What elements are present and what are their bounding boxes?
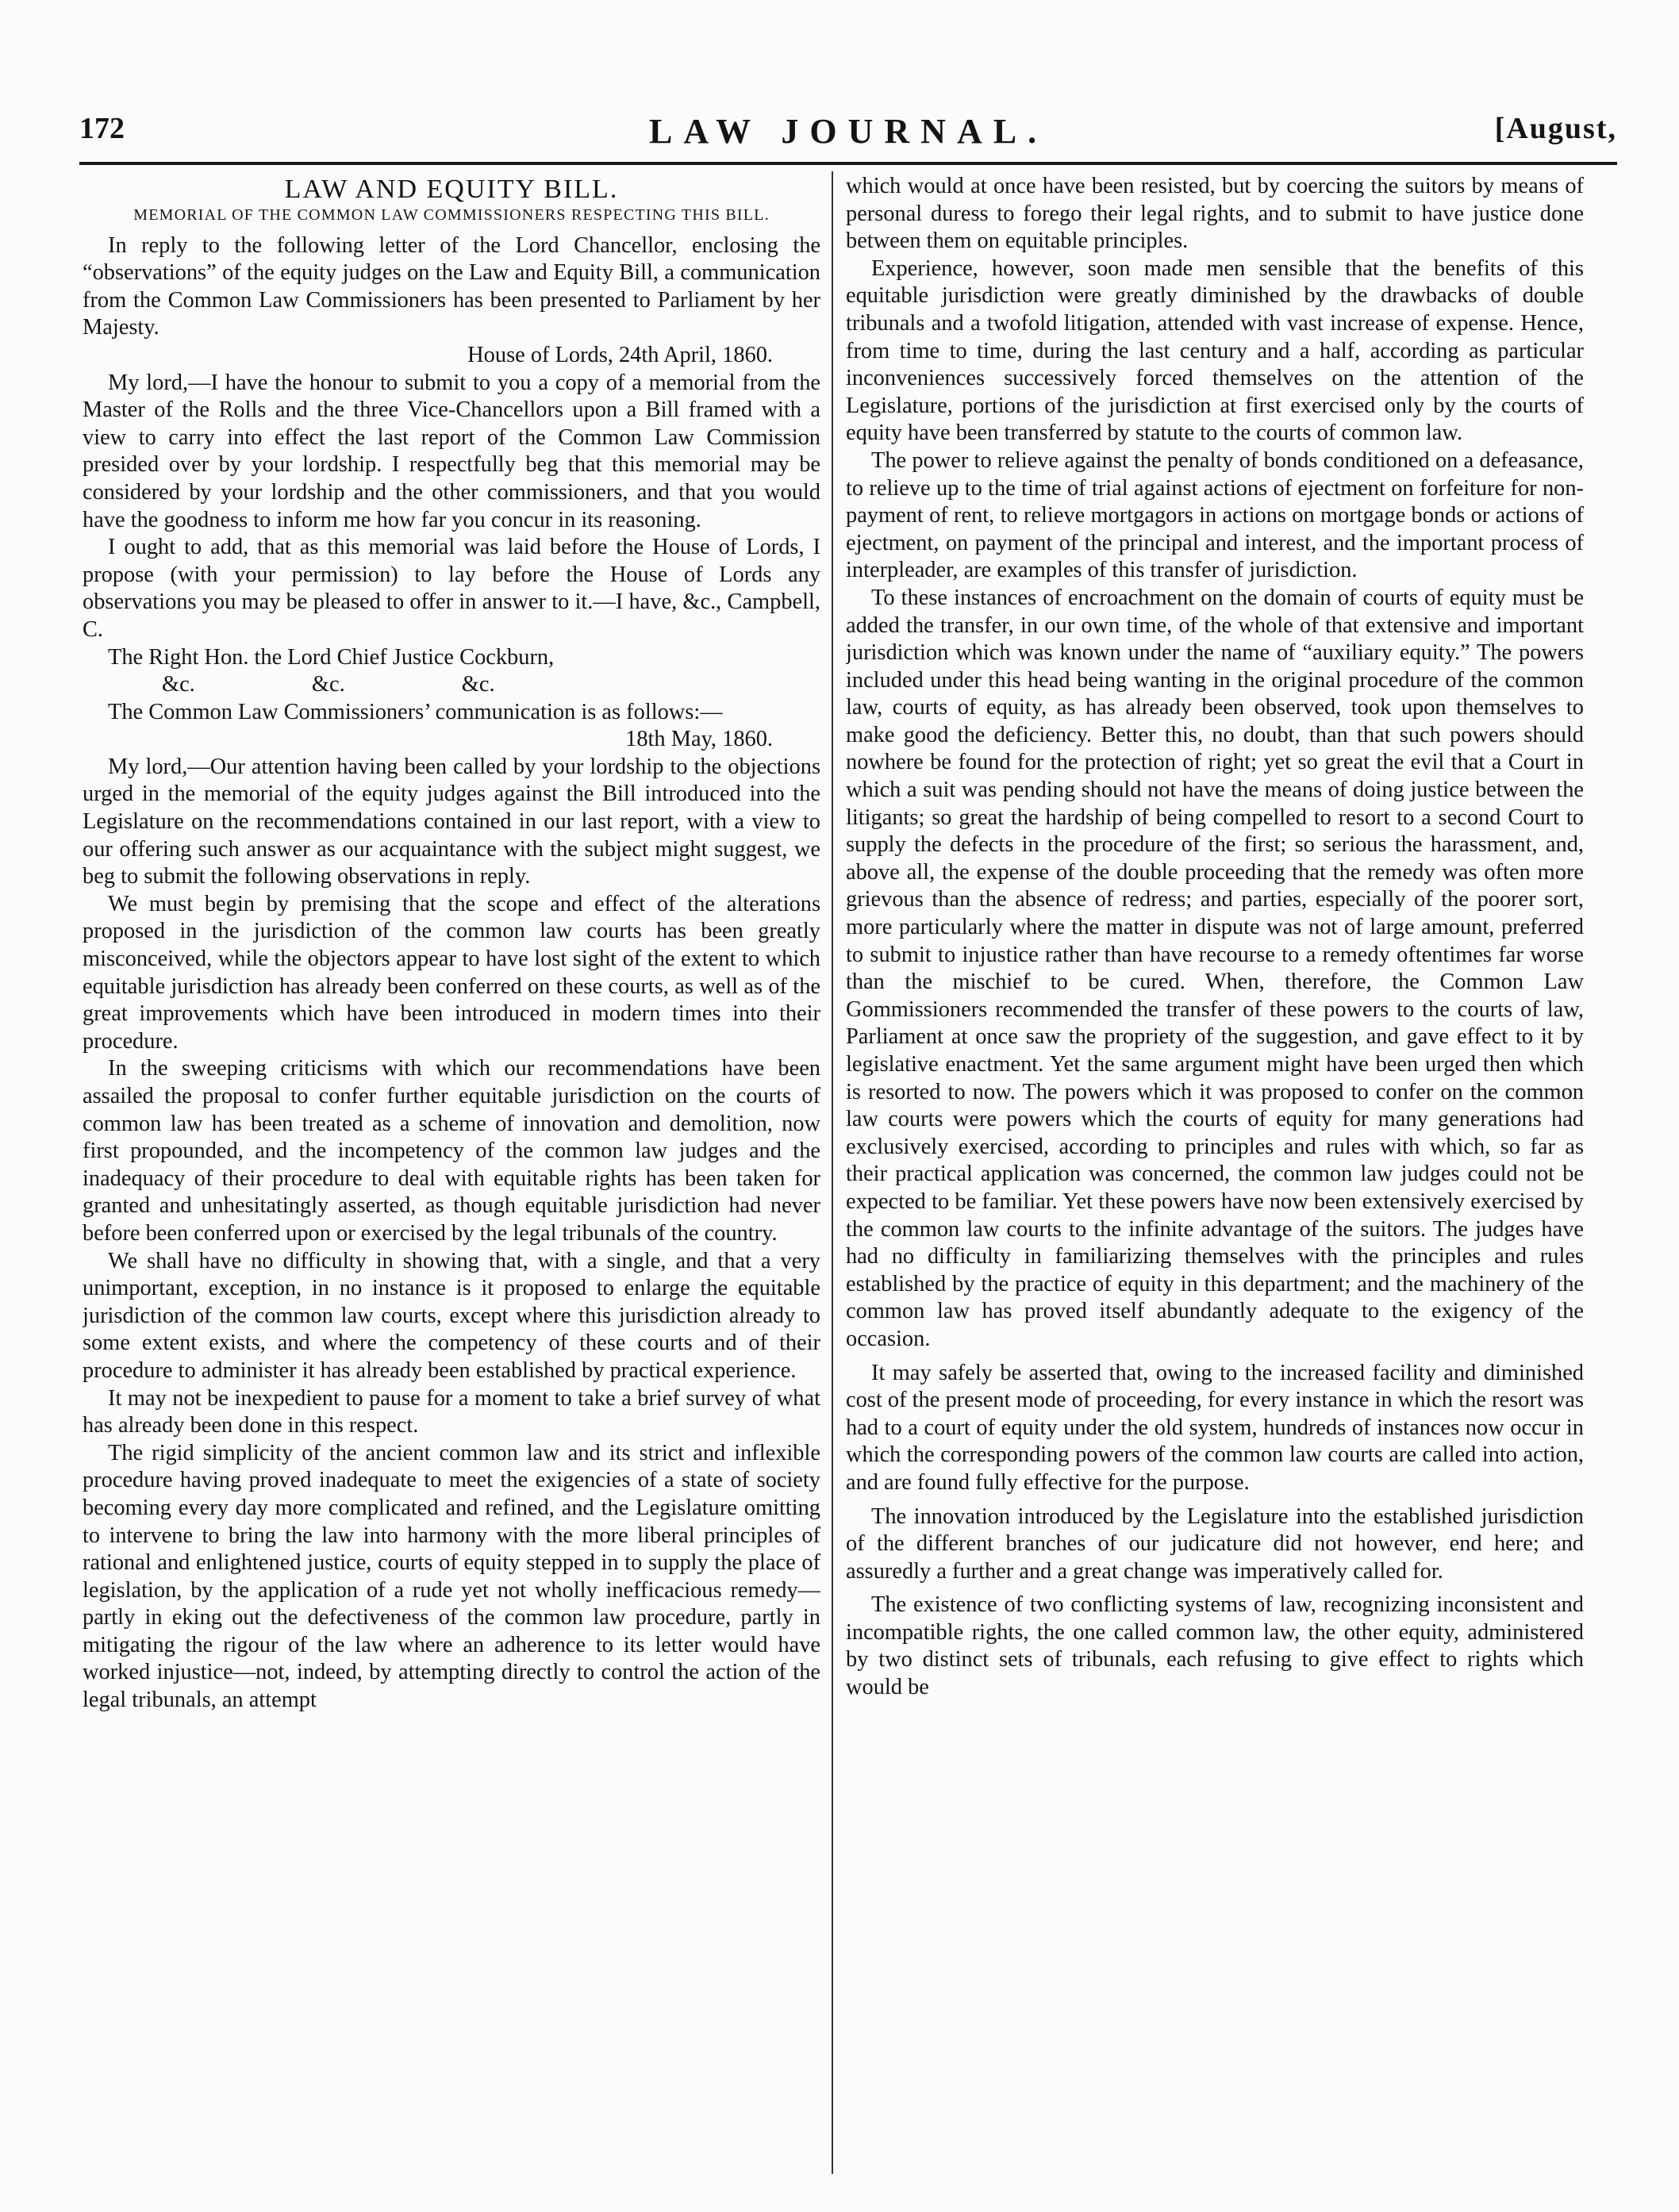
paragraph: We shall have no difficulty in showing that, with a single, and that a very unimportant, exception, in no instance is it proposed to enlarge the equitable jurisdiction of the common law courts, except where this jurisdiction already to some extent exists, and where the competency of these courts and of their procedure to administer it has already been established by practical experience. <box>83 1248 820 1383</box>
paragraph: I ought to add, that as this memorial was laid before the House of Lords, I propose (with your permission) to lay before the House of Lords any observations you may be pleased to offer in answer to it.—I have, &c., Campbell, C. <box>83 535 820 642</box>
page-number: 172 <box>79 112 125 145</box>
paragraph: The power to relieve against the penalty of bonds conditioned on a defeasance, to relieve up to the time of trial against actions of ejectment on forfeiture for non-payment of rent, to relieve mortgagors in actions on mortgage bonds or actions of ejectment, on payment of the principal and interest, and the important process of interpleader, are examples of this transfer of jurisdiction. <box>846 447 1584 583</box>
paragraph: We must begin by premising that the scope and effect of the alterations proposed in the jurisdiction of the common law courts has been greatly misconceived, while the objectors appear to have lost sight of the extent to which equitable jurisdiction has already been conferred on these courts, as well as of the great improvements which have been introduced in modern times into their procedure. <box>83 891 820 1054</box>
left-column <box>83 173 820 2174</box>
issue-month: [August, <box>1494 112 1617 145</box>
column-divider <box>832 171 833 2174</box>
paragraph: The rigid simplicity of the ancient common law and its strict and inflexible procedure having proved inadequate to meet the exigencies of a state of society becoming every day more complicated and refined, and the Legislature omitting to intervene to bring the law into harmony with the more liberal principles of rational and enlightened justice, courts of equity stepped in to supply the place of legislation, by the application of a rude yet not wholly inefficacious remedy—partly in eking out the defectiveness of the common law procedure, partly in mitigating the rigour of the law where an adherence to its letter would have worked injustice—not, indeed, by attempting directly to control the action of the legal tribunals, an attempt <box>83 1440 820 1713</box>
right-column <box>846 173 1584 2174</box>
paragraph: which would at once have been resisted, but by coercing the suitors by means of personal duress to forego their legal rights, and to submit to have justice done between them on equitable principles. <box>846 174 1584 254</box>
paragraph: My lord,—I have the honour to submit to you a copy of a memorial from the Master of the Rolls and the three Vice-Chancellors upon a Bill framed with a view to carry into effect the last report of the Common Law Commission presided over by your lordship. I respectfully beg that this memorial may be considered by your lordship and the other commissioners, and that you would have the goodness to inform me how far you concur in its reasoning. <box>83 370 820 532</box>
paragraph: The Common Law Commissioners’ communication is as follows:— <box>108 699 723 724</box>
paragraph: In reply to the following letter of the Lord Chancellor, enclosing the “observations” of the equity judges on the Law and Equity Bill, a communication from the Common Law Commissioners has been presented to Parliament by her Majesty. <box>83 232 820 340</box>
running-header <box>79 111 1617 151</box>
letter-dateline: House of Lords, 24th April, 1860. <box>467 342 773 367</box>
etc-line: &c. &c. &c. <box>162 672 495 697</box>
paragraph: My lord,—Our attention having been called by your lordship to the objections urged in the memorial of the equity judges against the Bill introduced into the Legislature on the recommendations contained in our last report, with a view to our offering such answer as our acquaintance with the subject might suggest, we beg to submit the following observations in reply. <box>83 754 820 889</box>
letter-dateline: 18th May, 1860. <box>625 727 773 752</box>
article-title: LAW AND EQUITY BILL. <box>284 175 619 204</box>
journal-title: LAW JOURNAL. <box>648 112 1048 151</box>
paragraph: To these instances of encroachment on the domain of courts of equity must be added the transfer, in our own time, of the whole of that extensive and important jurisdiction which was known under the name of “auxiliary equity.” The powers included under this head being wanting in the original procedure of the common law, courts of equity, as has already been observed, took upon themselves to make good the deficiency. Better this, no doubt, than that such powers should nowhere be found for the protection of right; yet so great the evil that a Court in which a suit was pending should not have the means of doing justice between the litigants; so great the hardship of being compelled to resort to a second Court to supply the defects in the procedure of the first; so serious the harassment, and, above all, the expense of the double proceeding that the remedy was often more grievous than the absence of redress; and parties, especially of the poorer sort, more particularly where the matter in dispute was not of large amount, preferred to submit to injustice rather than have recourse to a remedy oftentimes far worse than the mischief to be cured. When, therefore, the Common Law Gommissioners recommended the transfer of these powers to the courts of law, Parliament at once saw the propriety of the suggestion, and gave effect to it by legislative enactment. Yet the same argument might have been urged then which is resorted to now. The powers which it was proposed to confer on the common law courts were powers which the courts of equity for many generations had exclusively exercised, according to principles and rules with which, so far as their practical application was concerned, the common law judges could not be expected to be familiar. Yet these powers have now been extensively exercised by the common law courts to the infinite advantage of the suitors. The judges have had no difficulty in familiarizing themselves with the principles and rules established by the practice of equity in this department; and the machinery of the common law has proved itself abundantly adequate to the exigency of the occasion. <box>846 585 1584 1351</box>
paragraph: It may safely be asserted that, owing to the increased facility and diminished cost of the present mode of proceeding, for every instance in which the resort was had to a court of equity under the old system, hundreds of instances now occur in which the corresponding powers of the common law courts are called into action, and are found fully effective for the purpose. <box>846 1360 1584 1495</box>
header-rule <box>79 162 1617 165</box>
article-subtitle: MEMORIAL OF THE COMMON LAW COMMISSIONERS RESPECTING THIS BILL. <box>133 205 770 224</box>
addressee: The Right Hon. the Lord Chief Justice Cockburn, <box>108 644 555 670</box>
paragraph: The existence of two conflicting systems of law, recognizing inconsistent and incompatible rights, the one called common law, the other equity, administered by two distinct sets of tribunals, each refusing to give effect to rights which would be <box>846 1592 1584 1700</box>
paragraph: Experience, however, soon made men sensible that the benefits of this equitable jurisdiction were greatly diminished by the drawbacks of double tribunals and a twofold litigation, attended with vast increase of expense. Hence, from time to time, during the last century and a half, according as particular inconveniences successively forced themselves on the attention of the Legislature, portions of the jurisdiction at first exercised only by the courts of equity have been transferred by statute to the courts of common law. <box>846 255 1584 446</box>
paragraph: It may not be inexpedient to pause for a moment to take a brief survey of what has already been done in this respect. <box>83 1385 820 1438</box>
paragraph: The innovation introduced by the Legislature into the established jurisdiction of the different branches of our judicature did not however, end here; and assuredly a further and a great change was imperatively called for. <box>846 1503 1584 1584</box>
paragraph: In the sweeping criticisms with which our recommendations have been assailed the proposal to confer further equitable jurisdiction on the courts of common law has been treated as a scheme of innovation and demolition, now first propounded, and the incompetency of the common law judges and the inadequacy of their procedure to deal with equitable rights has been taken for granted and unhesitatingly asserted, as though equitable jurisdiction had never before been conferred upon or exercised by the legal tribunals of the country. <box>83 1056 820 1246</box>
